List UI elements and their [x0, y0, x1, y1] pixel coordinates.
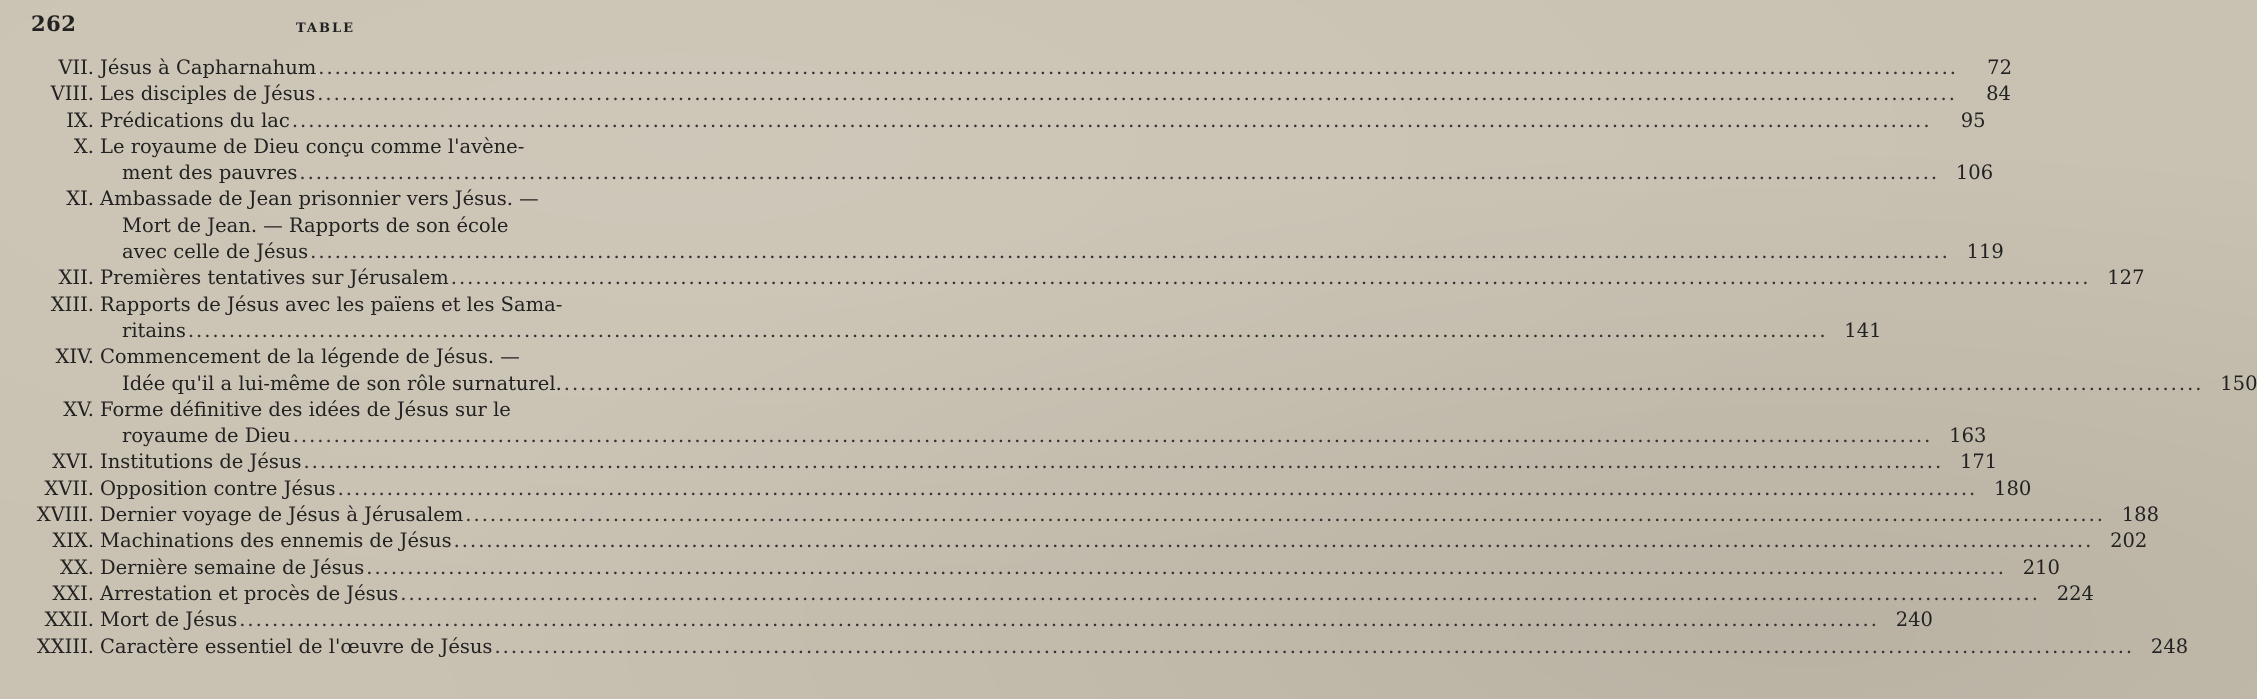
chapter-title-text: Caractère essentiel de l'œuvre de Jésus: [100, 634, 493, 658]
chapter-title: [100, 476, 2032, 502]
dot-leader: ........................................................................................................................................................................................................: [453, 529, 2094, 553]
chapter-title-line: [100, 607, 1933, 633]
chapter-number: XXIII.: [36, 634, 94, 658]
toc-entry: [20, 607, 1933, 633]
chapter-title: [100, 265, 2145, 291]
chapter-title-line: [100, 371, 2257, 397]
chapter-title-text: Mort de Jésus: [100, 608, 238, 632]
chapter-title-text: avec celle de Jésus: [122, 240, 309, 264]
chapter-number: XV.: [63, 397, 94, 421]
chapter-title: [100, 502, 2159, 528]
chapter-number: XX.: [60, 555, 94, 579]
toc-entry: [20, 476, 2032, 502]
page-reference: 171: [1959, 450, 1998, 474]
chapter-number: XII.: [58, 266, 94, 290]
page-reference: 180: [1994, 476, 2032, 500]
dot-leader: ........................................................................................................................................................................................................: [318, 56, 1958, 79]
page-reference: 119: [1966, 240, 2004, 264]
chapter-title-text: Dernière semaine de Jésus: [100, 555, 365, 579]
page-reference: 163: [1949, 424, 1987, 448]
dot-leader: ........................................................................................................................................................................................................: [450, 266, 2091, 290]
chapter-title-line: [100, 581, 2094, 607]
chapter-title-text: Institutions de Jésus: [100, 450, 302, 474]
chapter-title-text: Dernier voyage de Jésus à Jérusalem: [100, 503, 464, 527]
chapter-title: [100, 581, 2094, 607]
chapter-title-line: [100, 318, 1882, 344]
chapter-title: [100, 186, 2004, 265]
dot-leader: ........................................................................................................................................................................................................: [239, 608, 1879, 632]
chapter-title-line: [100, 160, 1994, 186]
chapter-number: XXII.: [44, 608, 94, 632]
chapter-title: [100, 55, 2012, 81]
chapter-title: [100, 607, 1933, 633]
dot-leader: ........................................................................................................................................................................................................: [494, 634, 2135, 658]
chapter-title-line: [100, 449, 1998, 475]
chapter-number: IX.: [66, 108, 94, 132]
chapter-number: XIII.: [50, 292, 94, 316]
chapter-title-text: Idée qu'il a lui-même de son rôle surnaturel.: [122, 371, 562, 395]
chapter-title-line: [100, 55, 2012, 81]
page-reference: 188: [2121, 503, 2159, 527]
toc-entry: [20, 449, 1998, 475]
chapter-title-text: Machinations des ennemis de Jésus: [100, 529, 452, 553]
toc-entry: [20, 134, 1994, 187]
dot-leader: ........................................................................................................................................................................................................: [292, 424, 1933, 448]
chapter-number: XVI.: [52, 450, 94, 474]
chapter-title-text: Prédications du lac: [100, 108, 290, 132]
chapter-title-line: [100, 265, 2145, 291]
toc-entry: [20, 581, 2094, 607]
chapter-title: [100, 449, 1998, 475]
page-reference: 127: [2107, 266, 2145, 290]
chapter-title-line: [100, 397, 606, 423]
chapter-title-line: [100, 634, 2189, 660]
chapter-number: VII.: [58, 56, 94, 79]
chapter-number: XIV.: [55, 345, 94, 369]
toc-entry: [20, 502, 2159, 528]
toc-entry: [20, 55, 2012, 81]
chapter-title: [100, 81, 2011, 107]
chapter-number: XVII.: [44, 476, 94, 500]
dot-leader: ........................................................................................................................................................................................................: [303, 450, 1944, 474]
toc-entry: [20, 292, 1882, 345]
dot-leader: ........................................................................................................................................................................................................: [563, 371, 2204, 395]
running-head: TABLE: [295, 21, 356, 36]
chapter-title-line: [100, 108, 1986, 134]
chapter-title: [100, 397, 1987, 450]
chapter-title-line: [100, 423, 1987, 449]
dot-leader: ........................................................................................................................................................................................................: [465, 503, 2105, 527]
page-reference: 72: [1987, 56, 2012, 79]
chapter-title-text: Forme définitive des idées de Jésus sur le: [100, 397, 511, 421]
chapter-number: XIX.: [52, 529, 94, 553]
chapter-title-text: Commencement de la légende de Jésus. —: [100, 345, 520, 369]
page-reference: 210: [2022, 555, 2060, 579]
toc-entry: [20, 397, 1987, 450]
chapter-title-line: [100, 134, 606, 160]
chapter-title-line: [100, 239, 2004, 265]
chapter-title-text: Le royaume de Dieu conçu comme l'avène-: [100, 134, 525, 158]
toc-entry: [20, 81, 2011, 107]
chapter-title: [100, 134, 1994, 187]
page-reference: 95: [1960, 108, 1986, 132]
chapter-title: [100, 108, 1986, 134]
chapter-title-text: Jésus à Capharnahum: [100, 56, 317, 79]
chapter-title-line: [100, 476, 2032, 502]
chapter-title: [100, 292, 1882, 345]
chapter-title-text: ment des pauvres: [122, 161, 298, 185]
chapter-title: [100, 344, 2257, 397]
page-reference: 202: [2110, 529, 2148, 553]
toc-entry: [20, 344, 2257, 397]
toc-entry: [20, 634, 2189, 660]
page-reference: 141: [1844, 318, 1882, 342]
dot-leader: ........................................................................................................................................................................................................: [299, 161, 1940, 185]
chapter-number: XXI.: [52, 581, 94, 605]
page-reference: 240: [1895, 608, 1933, 632]
chapter-title-line: [100, 213, 606, 239]
chapter-title-line: [100, 186, 606, 212]
table-of-contents: [20, 55, 2257, 660]
toc-entry: [20, 528, 2148, 554]
dot-leader: ........................................................................................................................................................................................................: [366, 555, 2006, 579]
chapter-title: [100, 528, 2148, 554]
chapter-title-text: royaume de Dieu: [122, 424, 291, 448]
toc-entry: [20, 265, 2145, 291]
dot-leader: ........................................................................................................................................................................................................: [400, 581, 2040, 605]
dot-leader: ........................................................................................................................................................................................................: [291, 108, 1932, 132]
chapter-title-line: [100, 502, 2159, 528]
dot-leader: ........................................................................................................................................................................................................: [310, 240, 1950, 264]
chapter-title-text: Opposition contre Jésus: [100, 476, 336, 500]
chapter-title-line: [100, 292, 606, 318]
chapter-title: [100, 555, 2060, 581]
chapter-title-text: Rapports de Jésus avec les païens et les Sama-: [100, 292, 563, 316]
chapter-title-text: Les disciples de Jésus: [100, 82, 316, 106]
page-reference: 150: [2220, 371, 2257, 395]
chapter-title-line: [100, 81, 2011, 107]
chapter-number: XVIII.: [36, 503, 94, 527]
chapter-number: X.: [73, 134, 94, 158]
chapter-title-text: Arrestation et procès de Jésus: [100, 581, 399, 605]
dot-leader: ........................................................................................................................................................................................................: [317, 82, 1957, 106]
toc-entry: [20, 555, 2060, 581]
chapter-title-line: [100, 344, 606, 370]
toc-entry: [20, 108, 1986, 134]
page-reference: 106: [1955, 161, 1994, 185]
page-reference: 248: [2150, 634, 2189, 658]
chapter-title-line: [100, 555, 2060, 581]
page-reference: 224: [2056, 581, 2094, 605]
page-reference: 84: [1986, 82, 2011, 106]
chapter-title-text: Mort de Jean. — Rapports de son école: [122, 213, 509, 237]
dot-leader: ........................................................................................................................................................................................................: [187, 318, 1828, 342]
toc-entry: [20, 186, 2004, 265]
chapter-title-text: Ambassade de Jean prisonnier vers Jésus. —: [100, 187, 539, 211]
chapter-title-text: Premières tentatives sur Jérusalem: [100, 266, 449, 290]
dot-leader: ........................................................................................................................................................................................................: [337, 476, 1978, 500]
chapter-number: XI.: [66, 187, 94, 211]
chapter-title-text: ritains: [122, 318, 186, 342]
chapter-title: [100, 634, 2189, 660]
chapter-title-line: [100, 528, 2148, 554]
chapter-number: VIII.: [50, 82, 94, 106]
page-number: 262: [31, 11, 77, 36]
